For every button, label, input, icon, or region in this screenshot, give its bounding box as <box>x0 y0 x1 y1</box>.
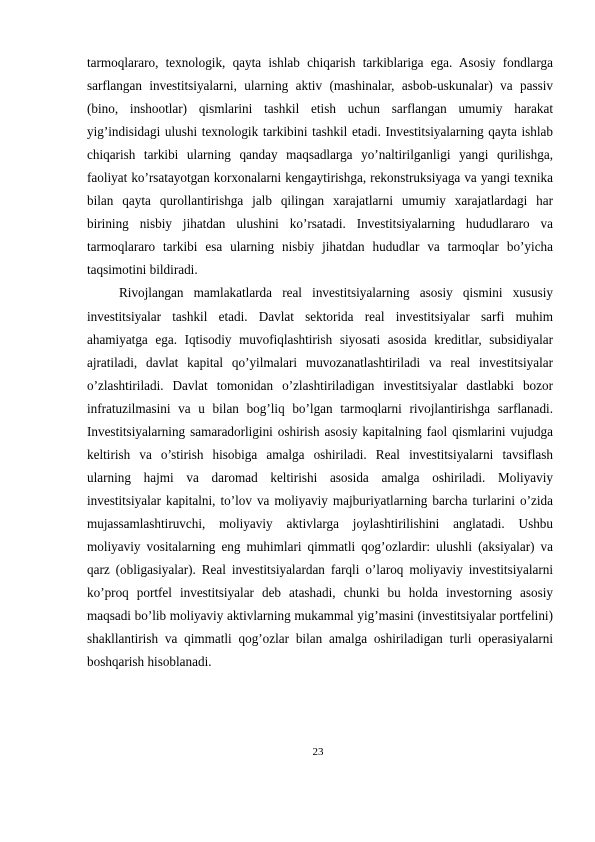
page-number: 23 <box>312 746 324 758</box>
document-page <box>87 51 553 673</box>
paragraph-real-investments: Rivojlangan mamlakatlarda real investitsiyalarning asosiy qismini xususiy investitsiyalar tashkil etadi. Davlat sektorida real investitsiyalar sarfi muhim ahamiyatga ega. Iqtisodiy muvofiqlashtirish siyosati asosida kreditlar, subsidiyalar ajratiladi, davlat kapital qo’yilmalari muvozanatlashtiriladi va real investitsiyalar o’zlashtiriladi. Davlat tomonidan o’zlashtiriladigan investitsiyalar dastlabki bozor infratuzilmasini va u bilan bog’liq bo’lgan tarmoqlarni rivojlantirishga sarflanadi. Investitsiyalarning samaradorligini oshirish asosiy kapitalning faol qismlarini vujudga keltirish va o’stirish hisobiga amalga oshiriladi. Real investitsiyalarni tavsiflash ularning hajmi va daromad keltirishi asosida amalga oshiriladi. Moliyaviy investitsiyalar kapitalni, to’lov va moliyaviy majburiyatlarning barcha turlarini o’zida mujassamlashtiruvchi, moliyaviy aktivlarga joylashtirilishini anglatadi. Ushbu moliyaviy vositalarning eng muhimlari qimmatli qog’ozlardir: ulushli (aksiyalar) va qarz (obligasiyalar). Real investitsiyalardan farqli o’laroq moliyaviy investitsiyalarni ko’proq portfel investitsiyalar deb atashadi, chunki bu holda investorning asosiy maqsadi bo’lib moliyaviy aktivlarning mukammal yig’masini (investitsiyalar portfelini) shakllantirish va qimmatli qog’ozlar bilan amalga oshiriladigan turli operasiyalarni boshqarish hisoblanadi. <box>87 285 553 670</box>
paragraph-continued: tarmoqlararo, texnologik, qayta ishlab chiqarish tarkiblariga ega. Asosiy fondlarga sarflangan investitsiyalarni, ularning aktiv (mashinalar, asbob-uskunalar) va passiv (bino, inshootlar) qismlarini tashkil etish uchun sarflangan umumiy harakat yig’indisidagi ulushi texnologik tarkibini tashkil etadi. Investitsiyalarning qayta ishlab chiqarish tarkibi ularning qanday maqsadlarga yo’naltirilganligi yangi qurilishga, faoliyat ko’rsatayotgan korxonalarni kengaytirishga, rekonstruksiyaga va yangi texnika bilan qayta qurollantirishga jalb qilingan xarajatlarni umumiy xarajatlardagi har birining nisbiy jihatdan ulushini ko’rsatadi. Investitsiyalarning hududlararo va tarmoqlararo tarkibi esa ularning nisbiy jihatdan hududlar va tarmoqlar bo’yicha taqsimotini bildiradi. <box>87 55 553 278</box>
